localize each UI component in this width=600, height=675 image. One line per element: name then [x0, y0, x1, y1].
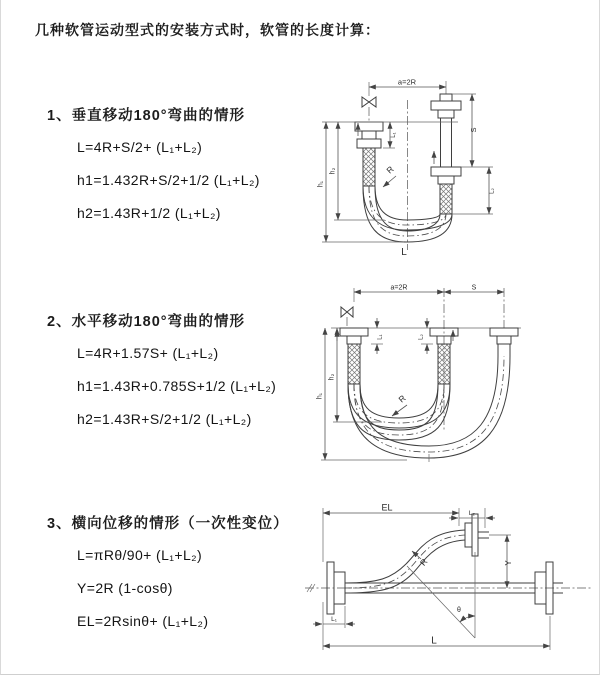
dimension-l2 — [452, 167, 496, 214]
formula-line: h2=1.43R+1/2 (L₁+L₂) — [77, 205, 221, 221]
dim-label-l2: L₂ — [489, 188, 496, 194]
dim-label-l2: L₂ — [468, 510, 476, 517]
dim-label-l1: L₁ — [331, 616, 337, 623]
page-title: 几种软管运动型式的安装方式时，软管的长度计算： — [35, 22, 380, 38]
section-1-heading: 1、垂直移动180°弯曲的情形 — [47, 108, 246, 124]
middle-flange-fitting — [430, 328, 458, 384]
left-flange-fitting — [340, 328, 368, 384]
right-flange-fitting — [490, 328, 518, 356]
dimension-l — [323, 602, 550, 650]
dimension-h1 — [318, 122, 405, 242]
dimension-l1 — [371, 318, 384, 354]
dim-label-l1: L₁ — [391, 132, 397, 138]
section-3-heading: 3、横向位移的情形（一次性变位） — [47, 516, 289, 532]
centerlines — [347, 288, 504, 430]
hose-u-bends — [348, 356, 510, 462]
label-theta: θ — [457, 607, 461, 614]
dim-label-el: EL — [381, 502, 393, 513]
label-l: L — [401, 247, 407, 258]
displaced-hose — [345, 514, 489, 593]
dim-label-h1: h₁ — [316, 392, 324, 400]
angle-construction — [407, 552, 475, 638]
section-3 — [47, 512, 289, 646]
valve-icon — [341, 307, 353, 317]
section-1 — [47, 104, 260, 238]
radius-leader — [412, 551, 430, 568]
dim-label-l2: L₂ — [418, 334, 425, 340]
dimension-s — [444, 285, 504, 293]
formula-line: L=πRθ/90+ (L₁+L₂) — [77, 547, 203, 563]
formula-line: EL=2Rsinθ+ (L₁+L₂) — [77, 613, 209, 629]
section-2-heading: 2、水平移动180°弯曲的情形 — [47, 314, 246, 330]
dimension-a2r — [369, 78, 446, 97]
formula-line: Y=2R (1-cosθ) — [77, 580, 173, 596]
dim-label-h2: h₂ — [328, 373, 336, 381]
formula-line: h1=1.43R+0.785S+1/2 (L₁+L₂) — [77, 378, 277, 394]
valve-icon — [362, 97, 376, 107]
lateral-displacement-diagram — [299, 502, 599, 670]
dim-label-s: S — [469, 127, 478, 133]
dim-label-h2: h₂ — [329, 167, 337, 175]
dim-label-y: Y — [504, 560, 513, 566]
label-r: R — [384, 164, 396, 176]
label-r: R — [417, 556, 430, 568]
left-flange-fitting — [355, 122, 383, 186]
dimension-l1 — [383, 122, 397, 148]
formula-line: h1=1.432R+S/2+1/2 (L₁+L₂) — [77, 172, 260, 188]
radius-leader — [383, 164, 396, 187]
horizontal-180-bend-diagram — [307, 280, 599, 476]
dimension-el — [323, 503, 459, 563]
dim-label-l: L — [431, 635, 437, 647]
right-flange-fitting — [431, 94, 461, 214]
formula-line: h2=1.43R+S/2+1/2 (L₁+L₂) — [77, 411, 252, 427]
dim-label-s: S — [471, 284, 477, 292]
dimension-y — [489, 535, 513, 588]
dimension-a2r — [354, 285, 444, 303]
dim-label-a2r: a=2R — [390, 284, 408, 292]
dimension-s — [452, 94, 478, 167]
section-2 — [47, 310, 276, 444]
vertical-180-bend-diagram — [306, 74, 521, 258]
formula-line: L=4R+1.57S+ (L₁+L₂) — [77, 345, 219, 361]
label-r: R — [396, 392, 408, 405]
dim-label-h1: h₁ — [317, 180, 325, 188]
dim-label-l1: L₁ — [377, 334, 384, 340]
formula-line: L=4R+S/2+ (L₁+L₂) — [77, 139, 203, 155]
radius-leader — [392, 393, 408, 416]
dim-label-a2r: a=2R — [397, 77, 417, 87]
